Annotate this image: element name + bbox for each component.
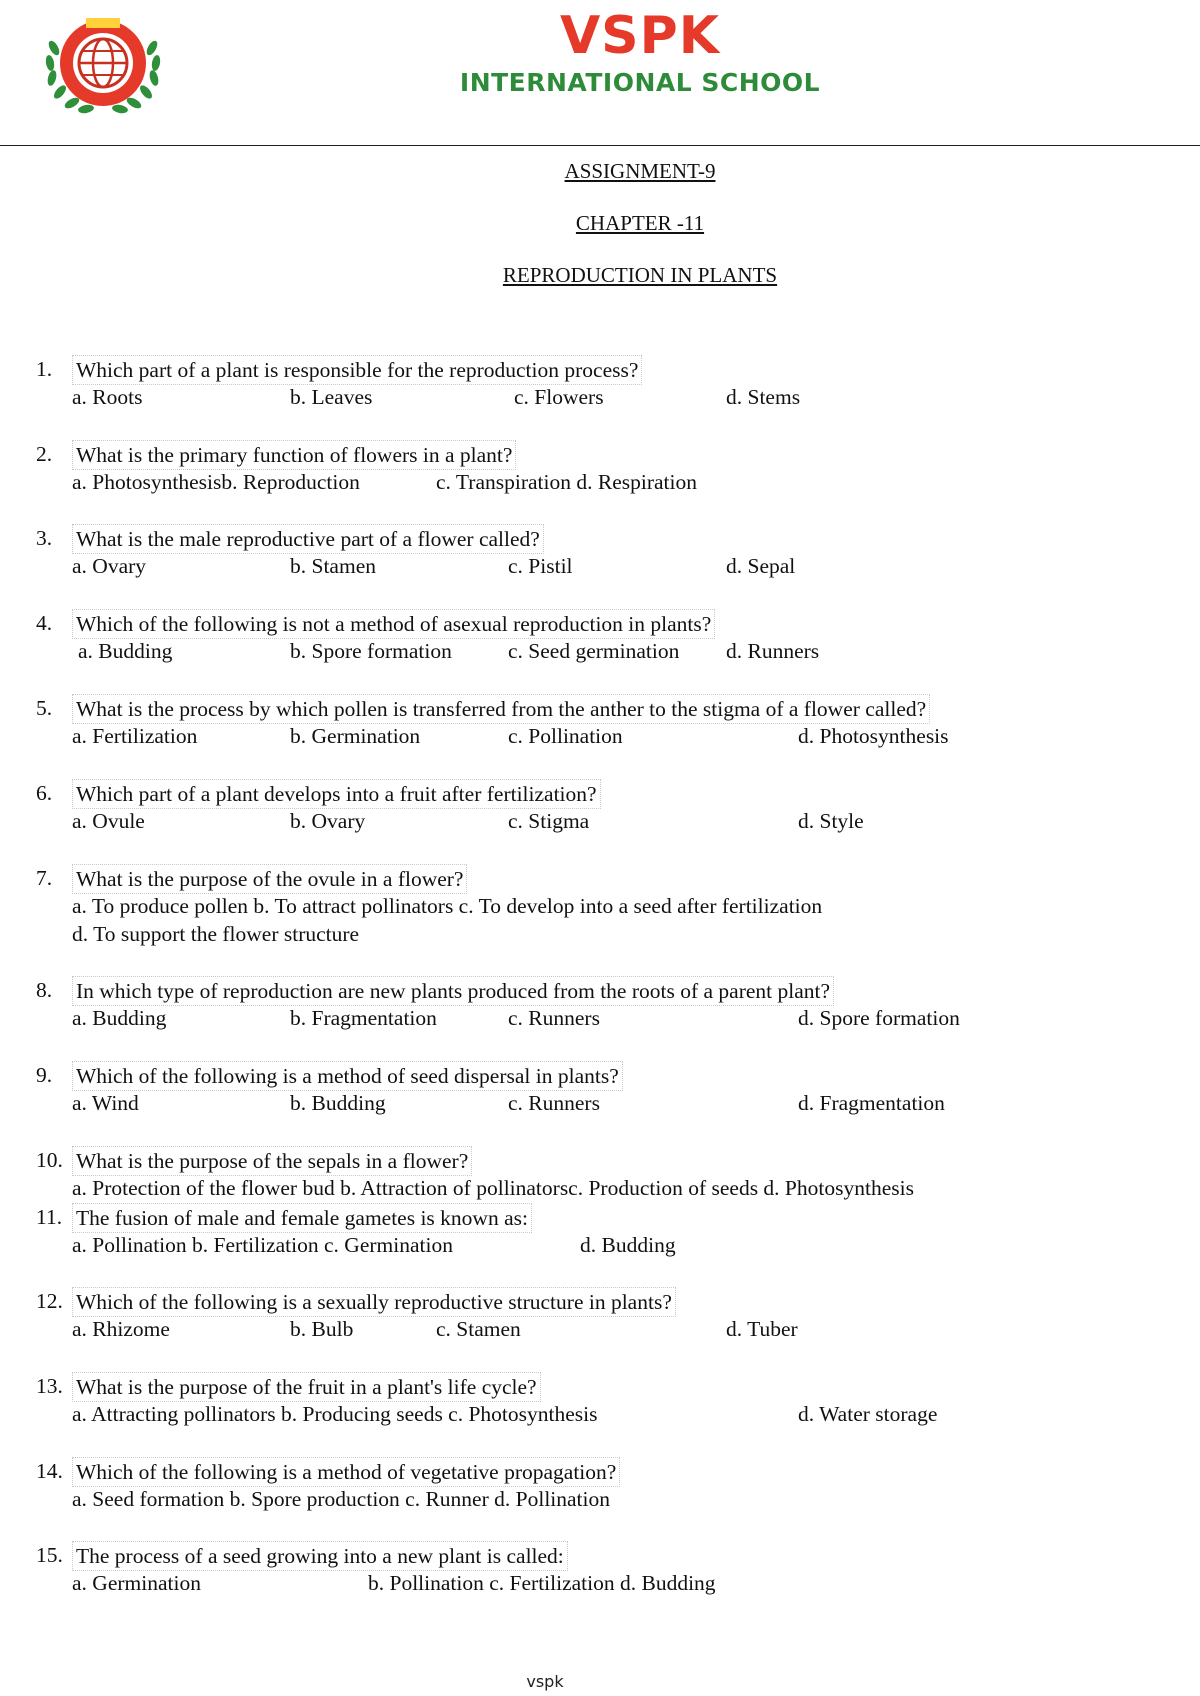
option: a. Wind bbox=[72, 1091, 139, 1115]
option: d. Budding bbox=[580, 1233, 676, 1257]
question-number: 2. bbox=[36, 442, 53, 466]
option: b. Ovary bbox=[290, 809, 366, 833]
option: c. Flowers bbox=[514, 385, 604, 409]
question-number: 14. bbox=[36, 1459, 63, 1483]
question-number: 4. bbox=[36, 611, 53, 635]
option: d. Spore formation bbox=[798, 1006, 960, 1030]
option: a. Ovary bbox=[72, 554, 147, 578]
option: a. Budding bbox=[72, 1006, 167, 1030]
question-text: Which of the following is a method of vegetative propagation? bbox=[72, 1457, 620, 1487]
question-text: What is the process by which pollen is transferred from the anther to the stigma of a flower called? bbox=[72, 694, 930, 724]
options-row bbox=[72, 1315, 1152, 1343]
option: c. Pistil bbox=[508, 554, 573, 578]
question-text: Which of the following is a method of seed dispersal in plants? bbox=[72, 1061, 623, 1091]
question-number: 6. bbox=[36, 781, 53, 805]
option: b. Germination bbox=[290, 724, 421, 748]
options-row bbox=[72, 468, 1152, 496]
option: b. Spore formation bbox=[290, 639, 452, 663]
options-row bbox=[72, 1485, 1152, 1513]
options-row bbox=[72, 1569, 1152, 1597]
question-text: What is the purpose of the ovule in a flower? bbox=[72, 864, 467, 894]
option: d. Style bbox=[798, 809, 864, 833]
option: a. Ovule bbox=[72, 809, 145, 833]
question-number: 12. bbox=[36, 1289, 63, 1313]
option: d. Runners bbox=[726, 639, 820, 663]
option-continuation: d. To support the flower structure bbox=[72, 922, 360, 946]
option: d. Fragmentation bbox=[798, 1091, 945, 1115]
question-text: What is the purpose of the sepals in a flower? bbox=[72, 1146, 472, 1176]
option: d. Water storage bbox=[798, 1402, 938, 1426]
question-text: What is the purpose of the fruit in a plant's life cycle? bbox=[72, 1372, 541, 1402]
question-text: Which part of a plant is responsible for the reproduction process? bbox=[72, 355, 642, 385]
option: a. Rhizome bbox=[72, 1317, 170, 1341]
page-footer: vspk bbox=[526, 1672, 564, 1691]
question-number: 7. bbox=[36, 866, 53, 890]
options-row bbox=[72, 552, 1152, 580]
question-text: The fusion of male and female gametes is known as: bbox=[72, 1203, 532, 1233]
options-row bbox=[72, 1089, 1152, 1117]
options-row bbox=[72, 1004, 1152, 1032]
assignment-title: ASSIGNMENT-9 bbox=[564, 159, 716, 183]
options-row bbox=[72, 1400, 1152, 1428]
option: c. Runners bbox=[508, 1091, 600, 1115]
question-number: 8. bbox=[36, 978, 53, 1002]
question-number: 5. bbox=[36, 696, 53, 720]
school-subtitle: INTERNATIONAL SCHOOL bbox=[459, 68, 821, 97]
option: a. Pollination b. Fertilization c. Germination bbox=[72, 1233, 453, 1257]
question-number: 3. bbox=[36, 526, 53, 550]
question-text: What is the male reproductive part of a flower called? bbox=[72, 524, 544, 554]
options-row bbox=[72, 807, 1152, 835]
question-text: Which of the following is a sexually reproductive structure in plants? bbox=[72, 1287, 676, 1317]
question-text: What is the primary function of flowers in a plant? bbox=[72, 440, 516, 470]
option: c. Pollination bbox=[508, 724, 623, 748]
option: d. Photosynthesis bbox=[798, 724, 949, 748]
question-number: 1. bbox=[36, 357, 53, 381]
options-row bbox=[72, 892, 1152, 920]
option: b. Budding bbox=[290, 1091, 386, 1115]
option: d. Sepal bbox=[726, 554, 796, 578]
options-row bbox=[72, 1231, 1152, 1259]
option: a. Fertilization bbox=[72, 724, 198, 748]
option: b. Stamen bbox=[290, 554, 376, 578]
question-text: In which type of reproduction are new plants produced from the roots of a parent plant? bbox=[72, 976, 834, 1006]
option: c. Transpiration d. Respiration bbox=[436, 470, 697, 494]
question-number: 15. bbox=[36, 1543, 63, 1567]
options-row bbox=[72, 383, 1152, 411]
option: b. Leaves bbox=[290, 385, 373, 409]
options-row bbox=[72, 722, 1152, 750]
chapter-title: CHAPTER -11 bbox=[575, 211, 705, 235]
option: b. Pollination c. Fertilization d. Budding bbox=[368, 1571, 716, 1595]
option: a. Germination bbox=[72, 1571, 201, 1595]
option: a. Roots bbox=[72, 385, 143, 409]
question-number: 10. bbox=[36, 1148, 63, 1172]
option: a. Attracting pollinators b. Producing seeds c. Photosynthesis bbox=[72, 1402, 598, 1426]
option: a. Budding bbox=[78, 639, 173, 663]
option: d. Tuber bbox=[726, 1317, 798, 1341]
question-number: 13. bbox=[36, 1374, 63, 1398]
question-text: Which part of a plant develops into a fruit after fertilization? bbox=[72, 779, 601, 809]
option: c. Stamen bbox=[436, 1317, 521, 1341]
question-text: The process of a seed growing into a new plant is called: bbox=[72, 1541, 568, 1571]
topic-title: REPRODUCTION IN PLANTS bbox=[502, 263, 778, 287]
option: a. Seed formation b. Spore production c. Runner d. Pollination bbox=[72, 1487, 611, 1511]
school-name: VSPK bbox=[559, 6, 721, 66]
option: a. To produce pollen b. To attract pollinators c. To develop into a seed after fertilization bbox=[72, 894, 823, 918]
options-row bbox=[72, 1174, 1152, 1202]
option: b. Fragmentation bbox=[290, 1006, 437, 1030]
option: c. Stigma bbox=[508, 809, 590, 833]
option: b. Bulb bbox=[290, 1317, 354, 1341]
option: c. Seed germination bbox=[508, 639, 680, 663]
option: c. Runners bbox=[508, 1006, 600, 1030]
option: d. Stems bbox=[726, 385, 801, 409]
options-row bbox=[72, 637, 1152, 665]
option: a. Protection of the flower bud b. Attraction of pollinatorsc. Production of seeds d. Photosynthesis bbox=[72, 1176, 914, 1200]
option: a. Photosynthesisb. Reproduction bbox=[72, 470, 360, 494]
question-number: 11. bbox=[36, 1205, 63, 1229]
question-text: Which of the following is not a method of asexual reproduction in plants? bbox=[72, 609, 715, 639]
question-number: 9. bbox=[36, 1063, 53, 1087]
